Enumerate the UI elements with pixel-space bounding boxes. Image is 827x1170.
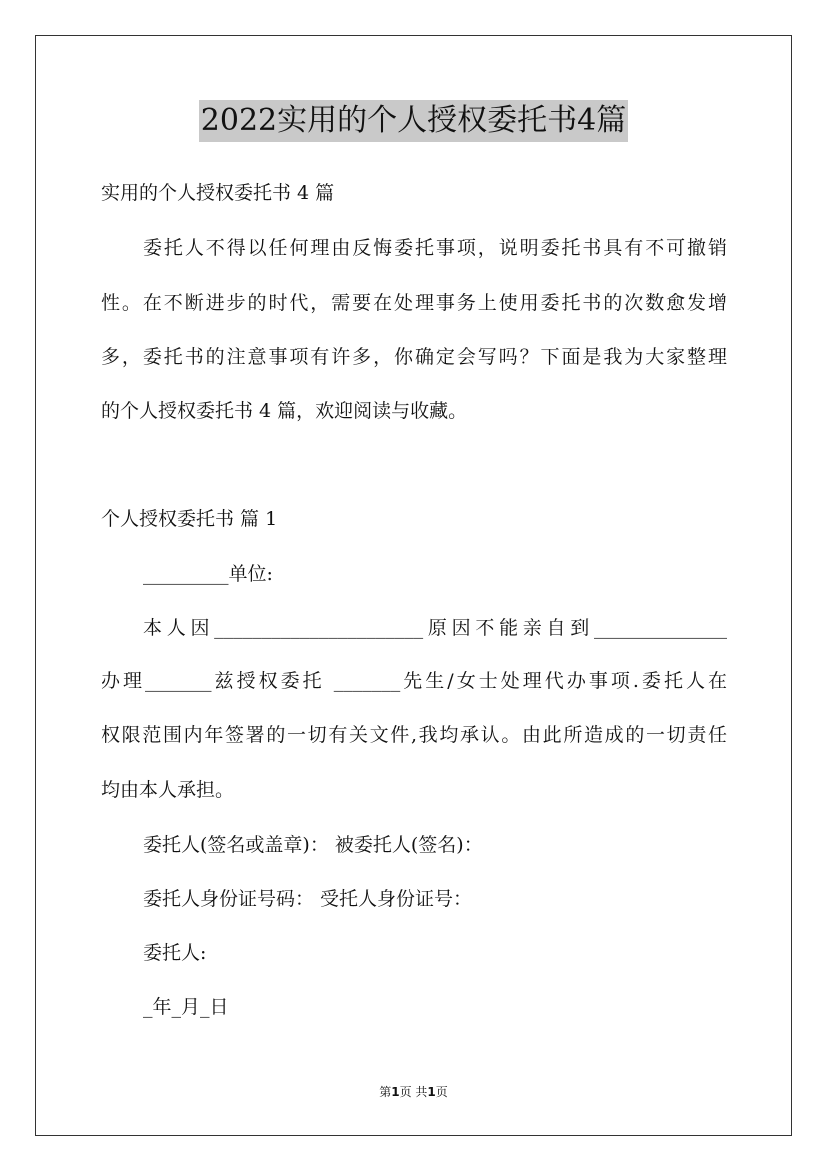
page-footer [0, 1084, 827, 1100]
document-subtitle: 实用的个人授权委托书 4 篇 [101, 182, 335, 204]
intro-line-4: 的个人授权委托书 4 篇，欢迎阅读与收藏。 [101, 400, 468, 422]
body-line-1: 本人因______________________原因不能亲自到______________ [143, 617, 727, 639]
footer-page-current: 1 [391, 1085, 400, 1099]
intro-line-2: 性。在不断进步的时代，需要在处理事务上使用委托书的次数愈发增 [101, 292, 727, 314]
title-container [0, 100, 827, 142]
intro-line-1: 委托人不得以任何理由反悔委托事项，说明委托书具有不可撤销 [143, 237, 727, 259]
document-title: 2022实用的个人授权委托书4篇 [199, 100, 628, 142]
principal-line: 委托人: [143, 942, 207, 964]
footer-page-mid: 页 共 [399, 1085, 428, 1099]
footer-page-suffix: 页 [435, 1085, 448, 1099]
section-1-heading: 个人授权委托书 篇 1 [101, 508, 278, 530]
body-line-3: 权限范围内年签署的一切有关文件,我均承认。由此所造成的一切责任 [101, 724, 727, 746]
unit-line: _________单位: [143, 563, 273, 585]
intro-line-3: 多，委托书的注意事项有许多，你确定会写吗？下面是我为大家整理 [101, 346, 727, 368]
footer-page-prefix: 第 [379, 1085, 392, 1099]
body-line-2: 办理_______兹授权委托 _______先生/女士处理代办事项.委托人在 [101, 670, 727, 692]
footer-page-total: 1 [427, 1085, 436, 1099]
id-number-line: 委托人身份证号码： 受托人身份证号： [143, 888, 473, 910]
date-line: _年_月_日 [143, 996, 229, 1018]
signature-line: 委托人(签名或盖章)： 被委托人(签名)： [143, 834, 483, 856]
body-line-4: 均由本人承担。 [101, 779, 235, 801]
